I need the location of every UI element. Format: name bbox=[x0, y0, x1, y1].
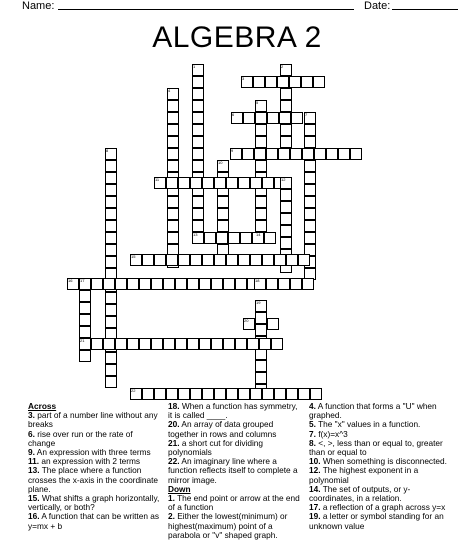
crossword-cell[interactable] bbox=[167, 148, 179, 160]
crossword-cell[interactable] bbox=[310, 388, 322, 400]
crossword-cell[interactable] bbox=[223, 338, 235, 350]
crossword-cell[interactable] bbox=[105, 352, 117, 364]
clue-text: <, >, less than or equal to, greater than or equal to bbox=[309, 437, 443, 458]
crossword-cell[interactable] bbox=[255, 220, 267, 232]
crossword-cell[interactable] bbox=[192, 208, 204, 220]
across-heading: Across bbox=[28, 401, 57, 411]
crossword-cell[interactable] bbox=[167, 220, 179, 232]
crossword-cell[interactable] bbox=[167, 208, 179, 220]
clue-text: Either the lowest(minimum) or highest(maximum) point of a parabola or "v" shaped graph. bbox=[168, 511, 288, 540]
cell-number: 1 bbox=[193, 63, 196, 69]
clue-number: 7. bbox=[309, 428, 316, 439]
clue-number: 4. bbox=[309, 401, 316, 411]
crossword-cell[interactable] bbox=[255, 372, 267, 384]
crossword-cell[interactable] bbox=[192, 100, 204, 112]
cell-number: 10 bbox=[218, 159, 223, 165]
crossword-cell[interactable] bbox=[277, 76, 289, 88]
clue-number: 6. bbox=[28, 428, 35, 439]
clue-text: The place where a function crosses the x-axis in the coordinate plane. bbox=[28, 465, 159, 494]
crossword-cell[interactable] bbox=[242, 148, 254, 160]
cell-number: 7 bbox=[305, 111, 308, 117]
clue-item bbox=[168, 512, 302, 540]
crossword-cell[interactable] bbox=[105, 364, 117, 376]
clue-number: 20. bbox=[168, 419, 180, 430]
crossword-cell[interactable] bbox=[167, 196, 179, 208]
crossword-cell[interactable] bbox=[154, 254, 166, 266]
crossword-cell[interactable] bbox=[223, 278, 235, 290]
cell-number: 2 bbox=[281, 63, 284, 69]
crossword-cell[interactable] bbox=[202, 177, 214, 189]
crossword-cell[interactable] bbox=[167, 112, 179, 124]
clue-item bbox=[28, 494, 160, 512]
crossword-cell[interactable] bbox=[211, 338, 223, 350]
crossword-cell[interactable] bbox=[255, 208, 267, 220]
crossword-cell[interactable] bbox=[280, 225, 292, 237]
crossword-cell[interactable] bbox=[253, 76, 265, 88]
clue-item bbox=[168, 402, 302, 420]
crossword-cell[interactable] bbox=[262, 177, 274, 189]
crossword-cell[interactable] bbox=[291, 112, 303, 124]
clue-item bbox=[28, 512, 160, 530]
clue-text: rise over run or the rate of change bbox=[28, 428, 133, 448]
crossword-cell[interactable] bbox=[250, 388, 262, 400]
crossword-cell[interactable] bbox=[115, 338, 127, 350]
crossword-cell[interactable] bbox=[192, 124, 204, 136]
crossword-cell[interactable] bbox=[151, 338, 163, 350]
clue-text: a short cut for dividing polynomials bbox=[168, 437, 264, 458]
crossword-cell[interactable] bbox=[154, 388, 166, 400]
crossword-cell[interactable] bbox=[142, 254, 154, 266]
crossword-cell[interactable] bbox=[167, 136, 179, 148]
crossword-cell[interactable] bbox=[178, 388, 190, 400]
crossword-cell[interactable] bbox=[105, 304, 117, 316]
clue-text: an expression with 2 terms bbox=[41, 456, 141, 467]
crossword-cell[interactable] bbox=[304, 160, 316, 172]
crossword-cell[interactable] bbox=[280, 136, 292, 148]
clue-number: 11. bbox=[28, 456, 40, 467]
crossword-cell[interactable] bbox=[178, 254, 190, 266]
crossword-cell[interactable] bbox=[105, 244, 117, 256]
cell-number: 5 bbox=[256, 99, 259, 105]
crossword-cell[interactable] bbox=[190, 388, 202, 400]
name-label: Name: bbox=[22, 0, 55, 12]
crossword-cell[interactable] bbox=[255, 160, 267, 172]
crossword-cell[interactable] bbox=[192, 112, 204, 124]
crossword-cell[interactable] bbox=[115, 278, 127, 290]
crossword-cell[interactable] bbox=[217, 196, 229, 208]
clue-item bbox=[168, 457, 302, 485]
crossword-cell[interactable] bbox=[286, 254, 298, 266]
crossword-cell[interactable] bbox=[304, 220, 316, 232]
crossword-cell[interactable] bbox=[304, 184, 316, 196]
crossword-cell[interactable] bbox=[228, 232, 240, 244]
crossword-cell[interactable] bbox=[266, 278, 278, 290]
crossword-cell[interactable] bbox=[199, 278, 211, 290]
crossword-cell[interactable] bbox=[192, 76, 204, 88]
cell-number: 14 bbox=[256, 231, 261, 237]
crossword-cell[interactable] bbox=[302, 148, 314, 160]
crossword-cell[interactable] bbox=[79, 350, 91, 362]
crossword-cell[interactable] bbox=[91, 278, 103, 290]
crossword-cell[interactable] bbox=[139, 338, 151, 350]
cell-number: 15 bbox=[131, 253, 136, 259]
crossword-cell[interactable] bbox=[280, 88, 292, 100]
clue-number: 14. bbox=[309, 483, 321, 494]
crossword-cell[interactable] bbox=[254, 148, 266, 160]
crossword-cell[interactable] bbox=[199, 338, 211, 350]
crossword-cell[interactable] bbox=[105, 256, 117, 268]
crossword-cell[interactable] bbox=[105, 376, 117, 388]
cell-number: 3 bbox=[242, 75, 245, 81]
crossword-cell[interactable] bbox=[262, 388, 274, 400]
cell-number: 4 bbox=[168, 87, 171, 93]
crossword-cell[interactable] bbox=[105, 316, 117, 328]
crossword-cell[interactable] bbox=[105, 208, 117, 220]
clue-number: 16. bbox=[28, 511, 40, 522]
cell-number: 22 bbox=[131, 387, 136, 393]
crossword-cell[interactable] bbox=[255, 196, 267, 208]
clue-number: 2. bbox=[168, 511, 175, 522]
crossword-cell[interactable] bbox=[214, 177, 226, 189]
cell-number: 17 bbox=[80, 277, 85, 283]
crossword-cell[interactable] bbox=[187, 278, 199, 290]
crossword-cell[interactable] bbox=[204, 232, 216, 244]
clue-number: 12. bbox=[309, 465, 321, 476]
crossword-cell[interactable] bbox=[280, 189, 292, 201]
crossword-cell[interactable] bbox=[280, 213, 292, 225]
crossword-cell[interactable] bbox=[190, 254, 202, 266]
clue-number: 19. bbox=[309, 511, 321, 522]
crossword-cell[interactable] bbox=[175, 338, 187, 350]
crossword-cell[interactable] bbox=[166, 254, 178, 266]
cell-number: 20 bbox=[244, 317, 249, 323]
crossword-cell[interactable] bbox=[216, 232, 228, 244]
crossword-cell[interactable] bbox=[255, 324, 267, 336]
clue-text: An expression with three terms bbox=[36, 447, 151, 458]
clue-number: 17. bbox=[309, 502, 321, 513]
cell-number: 8 bbox=[106, 147, 109, 153]
clue-number: 21. bbox=[168, 437, 180, 448]
crossword-cell[interactable] bbox=[226, 388, 238, 400]
crossword-cell[interactable] bbox=[326, 148, 338, 160]
crossword-cell[interactable] bbox=[279, 112, 291, 124]
clue-item bbox=[309, 512, 449, 530]
crossword-cell[interactable] bbox=[304, 136, 316, 148]
crossword-cell[interactable] bbox=[163, 278, 175, 290]
crossword-cell[interactable] bbox=[105, 292, 117, 304]
crossword-cell[interactable] bbox=[151, 278, 163, 290]
crossword-cell[interactable] bbox=[238, 254, 250, 266]
page-title: ALGEBRA 2 bbox=[152, 21, 322, 54]
clue-text: The highest exponent in a polynomial bbox=[309, 465, 419, 485]
crossword-cell[interactable] bbox=[202, 254, 214, 266]
crossword-cell[interactable] bbox=[250, 177, 262, 189]
crossword-cell[interactable] bbox=[178, 177, 190, 189]
crossword-cell[interactable] bbox=[314, 148, 326, 160]
clue-item bbox=[309, 485, 449, 503]
crossword-cell[interactable] bbox=[103, 338, 115, 350]
cell-number: 9 bbox=[231, 147, 234, 153]
crossword-cell[interactable] bbox=[192, 196, 204, 208]
crossword-cell[interactable] bbox=[91, 338, 103, 350]
crossword-cell[interactable] bbox=[247, 338, 259, 350]
down-heading: Down bbox=[168, 483, 191, 494]
crossword-cell[interactable] bbox=[202, 388, 214, 400]
clue-text: f(x)=x^3 bbox=[318, 428, 348, 439]
clue-number: 15. bbox=[28, 493, 40, 504]
crossword-cell[interactable] bbox=[304, 124, 316, 136]
crossword-cell[interactable] bbox=[271, 338, 283, 350]
crossword-cell[interactable] bbox=[267, 318, 279, 330]
cell-number: 13 bbox=[193, 231, 198, 237]
cell-number: 12 bbox=[281, 176, 286, 182]
crossword-cell[interactable] bbox=[214, 254, 226, 266]
clue-text: a letter or symbol standing for an unknown value bbox=[309, 511, 444, 531]
crossword-cell[interactable] bbox=[192, 148, 204, 160]
crossword-cell[interactable] bbox=[187, 338, 199, 350]
crossword-cell[interactable] bbox=[163, 338, 175, 350]
crossword-cell[interactable] bbox=[139, 278, 151, 290]
crossword-cell[interactable] bbox=[214, 388, 226, 400]
crossword-cell[interactable] bbox=[167, 100, 179, 112]
cell-number: 19 bbox=[256, 299, 261, 305]
clues-column-3 bbox=[309, 402, 449, 531]
clue-number: 13. bbox=[28, 465, 40, 476]
clue-item bbox=[28, 411, 160, 429]
cell-number: 6 bbox=[232, 111, 235, 117]
crossword-cell[interactable] bbox=[235, 338, 247, 350]
clue-text: The "x" values in a function. bbox=[318, 419, 421, 430]
crossword-cell[interactable] bbox=[262, 254, 274, 266]
crossword-cell[interactable] bbox=[211, 278, 223, 290]
crossword-cell[interactable] bbox=[235, 278, 247, 290]
clue-number: 18. bbox=[168, 401, 180, 411]
clue-item bbox=[309, 466, 449, 484]
clue-number: 8. bbox=[309, 437, 316, 448]
crossword-cell[interactable] bbox=[255, 360, 267, 372]
clue-text: The set of outputs, or y-coordinates, in a relation. bbox=[309, 483, 411, 504]
crossword-cell[interactable] bbox=[280, 201, 292, 213]
crossword-cell[interactable] bbox=[105, 196, 117, 208]
crossword-cell[interactable] bbox=[166, 388, 178, 400]
clue-number: 3. bbox=[28, 410, 35, 421]
crossword-cell[interactable] bbox=[338, 148, 350, 160]
clue-number: 22. bbox=[168, 456, 180, 467]
crossword-cell[interactable] bbox=[217, 220, 229, 232]
clue-item bbox=[28, 430, 160, 448]
crossword-cell[interactable] bbox=[226, 254, 238, 266]
crossword-cell[interactable] bbox=[290, 148, 302, 160]
crossword-cell[interactable] bbox=[226, 177, 238, 189]
cell-number: 11 bbox=[155, 176, 160, 182]
crossword-cell[interactable] bbox=[192, 220, 204, 232]
crossword-cell[interactable] bbox=[304, 208, 316, 220]
clue-text: A function that can be written as y=mx + b bbox=[28, 511, 160, 531]
crossword-cell[interactable] bbox=[301, 76, 313, 88]
crossword-cell[interactable] bbox=[238, 388, 250, 400]
cell-number: 16 bbox=[68, 277, 73, 283]
crossword-cell[interactable] bbox=[280, 124, 292, 136]
crossword-cell[interactable] bbox=[127, 278, 139, 290]
crossword-cell[interactable] bbox=[166, 177, 178, 189]
crossword-cell[interactable] bbox=[280, 237, 292, 249]
clue-number: 9. bbox=[28, 447, 35, 458]
crossword-cell[interactable] bbox=[298, 254, 310, 266]
crossword-cell[interactable] bbox=[274, 254, 286, 266]
crossword-cell[interactable] bbox=[167, 124, 179, 136]
clue-text: When a function has symmetry, it is called ____. bbox=[168, 401, 298, 421]
crossword-cell[interactable] bbox=[302, 278, 314, 290]
clue-number: 5. bbox=[309, 419, 316, 430]
clue-text: When something is disconnected. bbox=[322, 456, 447, 467]
clue-number: 1. bbox=[168, 493, 175, 504]
crossword-cell[interactable] bbox=[238, 177, 250, 189]
crossword-cell[interactable] bbox=[79, 302, 91, 314]
crossword-cell[interactable] bbox=[167, 160, 179, 172]
clue-text: An array of data grouped together in rows and columns bbox=[168, 419, 277, 439]
date-label: Date: bbox=[364, 0, 391, 12]
crossword-cell[interactable] bbox=[192, 88, 204, 100]
crossword-cell[interactable] bbox=[313, 76, 325, 88]
crossword-cell[interactable] bbox=[274, 388, 286, 400]
crossword-cell[interactable] bbox=[105, 232, 117, 244]
crossword-cell[interactable] bbox=[278, 148, 290, 160]
crossword-cell[interactable] bbox=[266, 148, 278, 160]
crossword-cell[interactable] bbox=[267, 112, 279, 124]
crossword-cell[interactable] bbox=[280, 100, 292, 112]
crossword-cell[interactable] bbox=[265, 76, 277, 88]
clue-item bbox=[168, 439, 302, 457]
crossword-cell[interactable] bbox=[298, 388, 310, 400]
crossword-cell[interactable] bbox=[255, 136, 267, 148]
clue-text: What shifts a graph horizontally, vertically, or both? bbox=[28, 493, 160, 513]
clue-text: A function that forms a "U" when graphed. bbox=[309, 401, 437, 421]
crossword-cell[interactable] bbox=[79, 314, 91, 326]
crossword-cell[interactable] bbox=[217, 208, 229, 220]
clue-item bbox=[28, 466, 160, 494]
clues-column-1 bbox=[28, 402, 160, 531]
crossword-cell[interactable] bbox=[255, 112, 267, 124]
crossword-cell[interactable] bbox=[103, 278, 115, 290]
clue-text: An imaginary line where a function reflects itself to complete a mirror image. bbox=[168, 456, 298, 485]
clue-number: 10. bbox=[309, 456, 321, 467]
crossword-cell[interactable] bbox=[167, 232, 179, 244]
clue-item bbox=[168, 420, 302, 438]
crossword-cell[interactable] bbox=[264, 232, 276, 244]
clue-text: a reflection of a graph across y=x bbox=[322, 502, 446, 513]
crossword-cell[interactable] bbox=[79, 290, 91, 302]
crossword-cell[interactable] bbox=[192, 160, 204, 172]
crossword-cell[interactable] bbox=[142, 388, 154, 400]
crossword-cell[interactable] bbox=[304, 172, 316, 184]
cell-number: 21 bbox=[80, 337, 85, 343]
crossword-cell[interactable] bbox=[105, 172, 117, 184]
crossword-cell[interactable] bbox=[105, 220, 117, 232]
crossword-cell[interactable] bbox=[259, 338, 271, 350]
clue-text: The end point or arrow at the end of a function bbox=[168, 493, 300, 513]
crossword-cell[interactable] bbox=[192, 136, 204, 148]
crossword-cell[interactable] bbox=[105, 184, 117, 196]
clue-item bbox=[309, 439, 449, 457]
crossword-cell[interactable] bbox=[255, 312, 267, 324]
crossword-cell[interactable] bbox=[79, 326, 91, 338]
cell-number: 18 bbox=[255, 277, 260, 283]
crossword-cell[interactable] bbox=[304, 232, 316, 244]
clue-text: part of a number line without any breaks bbox=[28, 410, 158, 430]
crossword-cell[interactable] bbox=[175, 278, 187, 290]
crossword-cell[interactable] bbox=[127, 338, 139, 350]
crossword-cell[interactable] bbox=[250, 254, 262, 266]
crossword-cell[interactable] bbox=[286, 388, 298, 400]
crossword-cell[interactable] bbox=[278, 278, 290, 290]
crossword-cell[interactable] bbox=[243, 112, 255, 124]
crossword-cell[interactable] bbox=[289, 76, 301, 88]
crossword-cell[interactable] bbox=[304, 196, 316, 208]
crossword-cell[interactable] bbox=[105, 160, 117, 172]
crossword-cell[interactable] bbox=[255, 124, 267, 136]
crossword-cell[interactable] bbox=[240, 232, 252, 244]
crossword-cell[interactable] bbox=[290, 278, 302, 290]
clues-column-2 bbox=[168, 402, 302, 540]
crossword-cell[interactable] bbox=[350, 148, 362, 160]
clue-item bbox=[309, 402, 449, 420]
crossword-cell[interactable] bbox=[190, 177, 202, 189]
clue-item bbox=[168, 494, 302, 512]
